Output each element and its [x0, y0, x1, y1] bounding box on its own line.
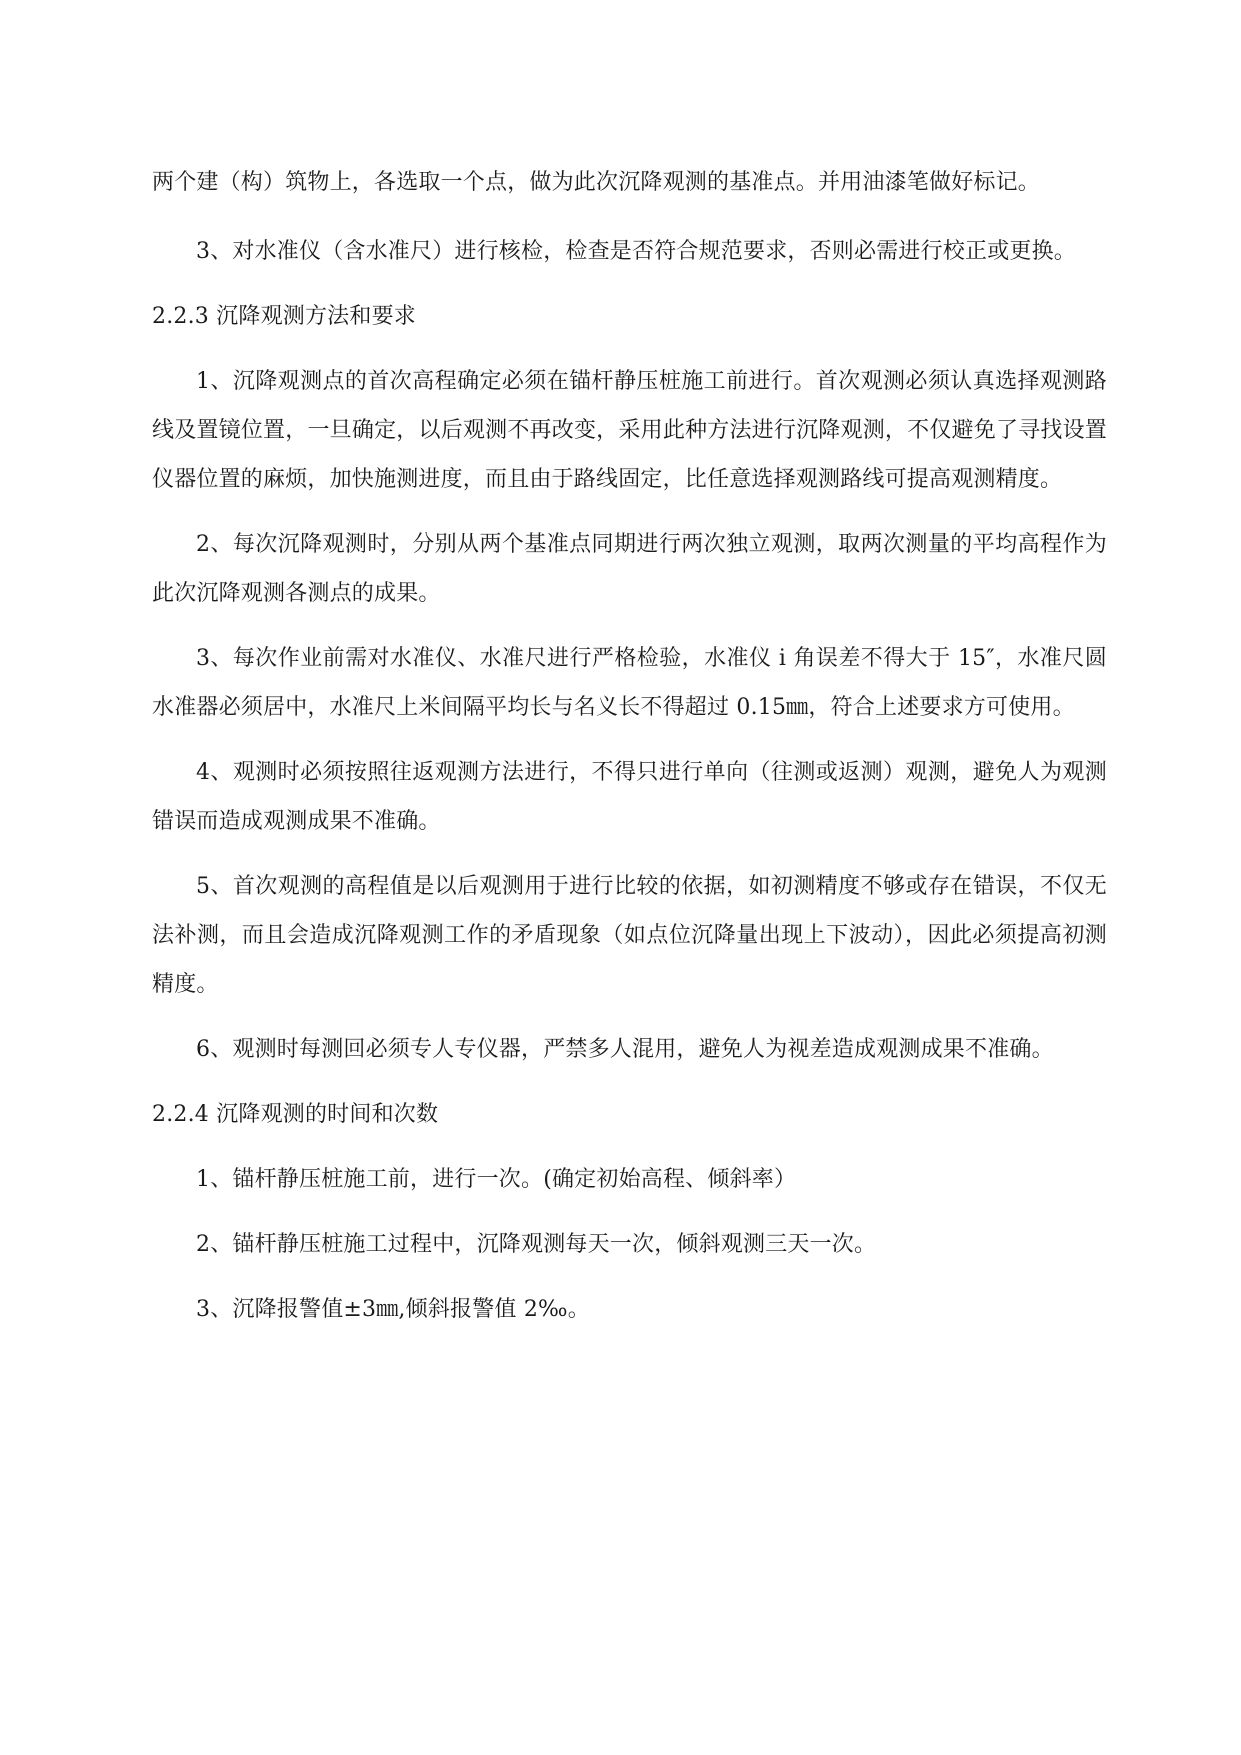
section-heading-2-2-4: 2.2.4 沉降观测的时间和次数 — [152, 1102, 439, 1127]
paragraph-schedule-2: 2、锚杆静压桩施工过程中，沉降观测每天一次，倾斜观测三天一次。 — [196, 1232, 877, 1257]
paragraph-instrument-check: 3、对水准仪（含水准尺）进行核检，检查是否符合规范要求，否则必需进行校正或更换。 — [196, 239, 1076, 264]
paragraph-method-4: 4、观测时必须按照往返观测方法进行，不得只进行单向（往测或返测）观测，避免人为观测错误而造成观测成果不准确。 — [152, 760, 1107, 834]
paragraph-method-6: 6、观测时每测回必须专人专仪器，严禁多人混用，避免人为视差造成观测成果不准确。 — [196, 1037, 1054, 1062]
paragraph-continuation: 两个建（构）筑物上，各选取一个点，做为此次沉降观测的基准点。并用油漆笔做好标记。 — [152, 170, 1041, 195]
document-body — [152, 158, 1107, 1350]
paragraph-schedule-3: 3、沉降报警值±3㎜,倾斜报警值 2‰。 — [196, 1297, 590, 1322]
paragraph-method-2: 2、每次沉降观测时，分别从两个基准点同期进行两次独立观测，取两次测量的平均高程作为此次沉降观测各测点的成果。 — [152, 532, 1107, 606]
paragraph-method-5: 5、首次观测的高程值是以后观测用于进行比较的依据，如初测精度不够或存在错误，不仅无法补测，而且会造成沉降观测工作的矛盾现象（如点位沉降量出现上下波动），因此必须提高初测精度。 — [152, 874, 1107, 997]
paragraph-method-3: 3、每次作业前需对水准仪、水准尺进行严格检验，水准仪 i 角误差不得大于 15″，水准尺圆水准器必须居中，水准尺上米间隔平均长与名义长不得超过 0.15㎜，符合上述要求方可使用。 — [152, 646, 1107, 720]
section-heading-2-2-3: 2.2.3 沉降观测方法和要求 — [152, 304, 416, 329]
paragraph-method-1: 1、沉降观测点的首次高程确定必须在锚杆静压桩施工前进行。首次观测必须认真选择观测路线及置镜位置，一旦确定，以后观测不再改变，采用此种方法进行沉降观测，不仅避免了寻找设置仪器位置的麻烦，加快施测进度，而且由于路线固定，比任意选择观测路线可提高观测精度。 — [152, 369, 1107, 492]
paragraph-schedule-1: 1、锚杆静压桩施工前，进行一次。(确定初始高程、倾斜率） — [196, 1167, 797, 1192]
